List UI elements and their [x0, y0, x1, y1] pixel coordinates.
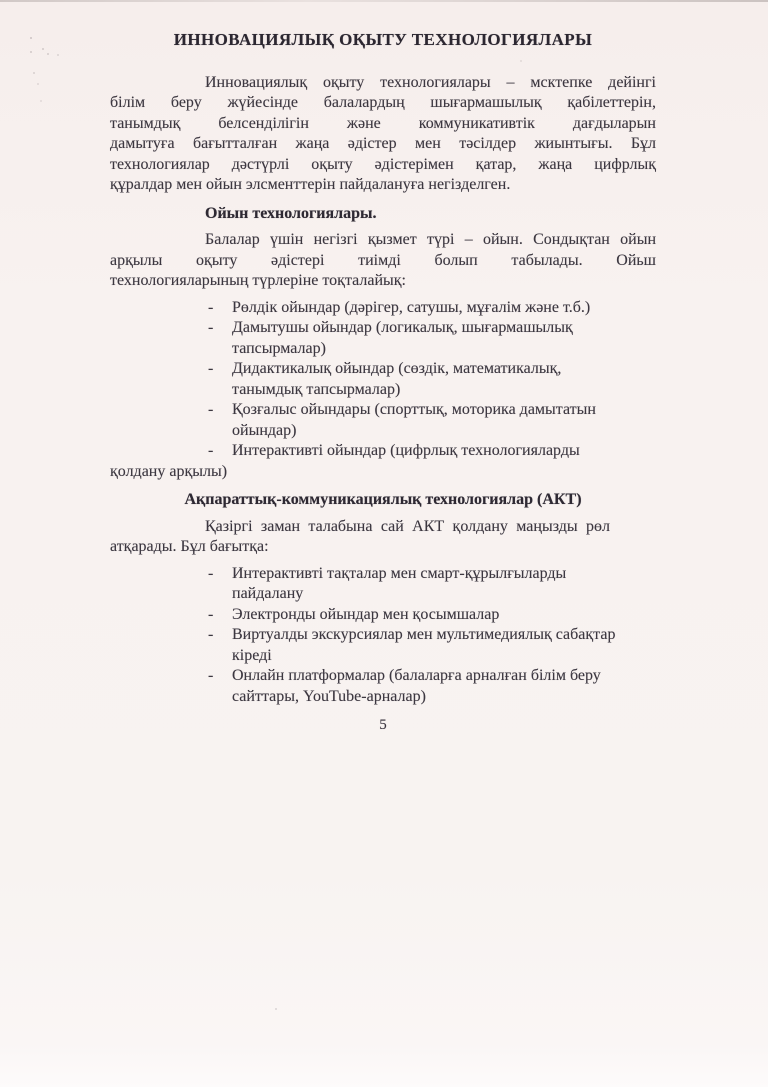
dash-bullet: - [208, 298, 214, 316]
list-item-line: Электронды ойындар мен қосымшалар [232, 605, 500, 623]
list-item-line: пайдалану [232, 585, 304, 602]
scan-noise-speckles [30, 37, 32, 39]
list-item-line: танымдық тапсырмалар) [232, 380, 401, 398]
list-item-line: Дамытушы ойындар (логикалық, шығармашылық [232, 319, 573, 336]
paragraph-line: Қазіргі заман талабына сай АКТ қолдану маңызды рөл [205, 517, 610, 535]
list-item [110, 318, 656, 359]
paragraph-line: дамытуға бағытталған жаңа әдістер мен тәсілдер жиынтығы. Бұл [110, 135, 656, 152]
section-heading-ict: Ақпараттық-коммуникациялық технологиялар (АКТ) [184, 491, 582, 508]
list-item [110, 298, 656, 319]
list-item [110, 441, 656, 482]
dash-bullet: - [208, 605, 214, 623]
dash-bullet: - [208, 319, 214, 336]
list-item-line: Қозғалыс ойындары (спорттық, моторика дамытатын [232, 401, 596, 418]
paragraph-line: Инновациялық оқыту технологиялары – мсктепке дейінгі [205, 73, 656, 91]
dash-bullet: - [208, 442, 214, 459]
paragraph-line: атқарады. Бұл бағытқа: [110, 538, 269, 555]
list-item [110, 400, 656, 441]
list-item-line: тапсырмалар) [232, 339, 326, 357]
dash-bullet: - [208, 401, 214, 418]
paragraph-line: технологияларының түрлеріне тоқталайық: [110, 272, 406, 289]
document-title: ИННОВАЦИЯЛЫҚ ОҚЫТУ ТЕХНОЛОГИЯЛАРЫ [173, 30, 593, 49]
list-item [110, 359, 656, 400]
list-item-line: Виртуалды экскурсиялар мен мультимедиялық сабақтар [232, 626, 616, 643]
intro-paragraph [110, 73, 656, 196]
list-item-line: Онлайн платформалар (балаларға арналған білім беру [232, 667, 601, 684]
paragraph-line: құралдар мен ойын элсменттерін пайдалануға негізделген. [110, 176, 511, 193]
list-item-line: сайттары, YouTube-арналар) [232, 687, 426, 705]
dash-bullet: - [208, 564, 214, 582]
games-paragraph [110, 230, 656, 292]
list-item [110, 605, 656, 626]
paragraph-line: білім беру жүйесінде балалардың шығармашылық қабілеттерін, [110, 94, 656, 111]
page-number: 5 [379, 717, 387, 733]
dash-bullet: - [208, 626, 214, 643]
paragraph-line: Балалар үшін негізгі қызмет түрі – ойын. Сондықтан ойын [205, 231, 656, 248]
bullet-list-games [110, 298, 656, 483]
list-item-line: Дидактикалық ойындар (сөздік, математикалық, [232, 360, 562, 377]
list-item-line: Интерактивті тақталар мен смарт-құрылғыларды [232, 564, 567, 582]
section-heading-games: Ойын технологиялары. [205, 204, 377, 222]
list-item [110, 564, 656, 605]
list-item-line: Интерактивті ойындар (цифрлық технологияларды [232, 442, 580, 459]
paragraph-line: танымдық белсенділігін және коммуникативтік дағдыларын [110, 114, 656, 132]
list-item [110, 666, 656, 707]
paragraph-line: технологиялар дәстүрлі оқыту әдістерімен қатар, жаңа цифрлық [110, 155, 656, 173]
list-item-line: кіреді [232, 646, 272, 664]
list-item-line: Рөлдік ойындар (дәрігер, сатушы, мұғалім және т.б.) [232, 298, 591, 316]
list-item-line: қолдану арқылы) [110, 462, 228, 480]
scan-edge-artifact [0, 0, 768, 2]
ict-paragraph [110, 517, 610, 558]
dash-bullet: - [208, 360, 214, 377]
bullet-list-ict [110, 564, 656, 708]
list-item [110, 625, 656, 666]
dash-bullet: - [208, 667, 214, 684]
paragraph-line: арқылы оқыту әдістері тиімді болып табылады. Ойьш [110, 251, 656, 269]
list-item-line: ойындар) [232, 421, 297, 439]
